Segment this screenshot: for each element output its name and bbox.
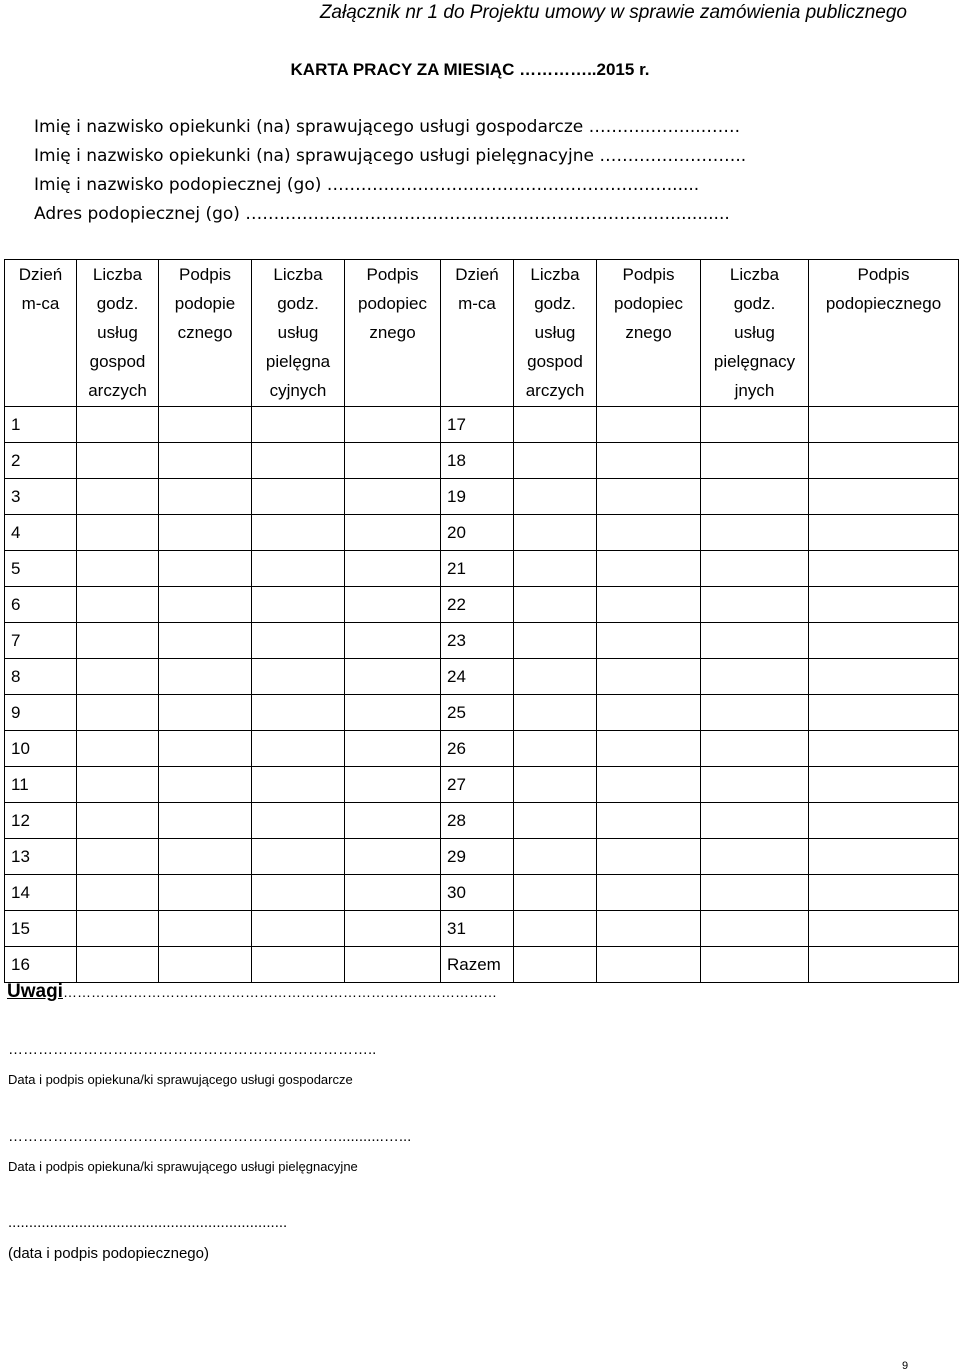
header-text-line: pielęgna [265, 352, 331, 371]
entry-cell [77, 803, 159, 839]
entry-cell [159, 947, 252, 983]
entry-cell [514, 659, 597, 695]
entry-cell [345, 875, 441, 911]
header-text-line: podopiecznego [825, 294, 942, 313]
entry-cell [514, 875, 597, 911]
day-cell-left: 9 [5, 695, 77, 731]
entry-cell [345, 587, 441, 623]
header-text-line: m-ca [21, 294, 60, 313]
header-text-line: Liczba [92, 265, 143, 284]
entry-cell [597, 911, 701, 947]
day-cell-left: 1 [5, 407, 77, 443]
table-header-row [5, 260, 959, 407]
day-cell-right: 26 [441, 731, 514, 767]
entry-cell [809, 587, 959, 623]
remarks-line [7, 981, 497, 1003]
entry-cell [809, 767, 959, 803]
header-text-line: Dzień [18, 265, 63, 284]
entry-cell [597, 695, 701, 731]
entry-cell [159, 767, 252, 803]
header-text-line: usług [277, 323, 319, 342]
day-cell-left: 15 [5, 911, 77, 947]
entry-cell [597, 479, 701, 515]
entry-cell [159, 407, 252, 443]
header-text-line: m-ca [458, 294, 496, 313]
entry-cell [252, 767, 345, 803]
entry-cell [252, 947, 345, 983]
entry-cell [345, 443, 441, 479]
entry-cell [597, 839, 701, 875]
day-cell-right: 24 [441, 659, 514, 695]
day-cell-left: 2 [5, 443, 77, 479]
entry-cell [345, 947, 441, 983]
header-text-line: godz. [534, 294, 576, 313]
day-cell-right: 21 [441, 551, 514, 587]
table-row [5, 947, 959, 983]
entry-cell [252, 443, 345, 479]
entry-cell [809, 839, 959, 875]
caregiver-nursing-line: Imię i nazwisko opiekunki (na) sprawującego usługi pielęgnacyjne …………………….. [34, 146, 747, 166]
day-cell-left: 11 [5, 767, 77, 803]
table-row [5, 659, 959, 695]
entry-cell [77, 875, 159, 911]
table-header-cell [5, 260, 77, 407]
header-text-line: znego [625, 323, 672, 342]
entry-cell [701, 803, 809, 839]
entry-cell [159, 911, 252, 947]
work-card-table [4, 259, 959, 983]
entry-cell [809, 623, 959, 659]
entry-cell [597, 407, 701, 443]
entry-cell [809, 947, 959, 983]
entry-cell [809, 515, 959, 551]
day-cell-right: 23 [441, 623, 514, 659]
header-text-line: godz. [96, 294, 139, 313]
table-row [5, 515, 959, 551]
entry-cell [514, 479, 597, 515]
entry-cell [77, 443, 159, 479]
day-cell-left: 12 [5, 803, 77, 839]
entry-cell [159, 623, 252, 659]
header-text-line: Liczba [530, 265, 580, 284]
signature-line-2: …………………………………………………………...........…... [8, 1128, 412, 1145]
entry-cell [345, 515, 441, 551]
day-cell-left: 14 [5, 875, 77, 911]
entry-cell [597, 803, 701, 839]
header-text-line: Liczba [273, 265, 323, 284]
header-text-line: podopiec [613, 294, 683, 313]
header-text-line: cznego [177, 323, 233, 342]
day-cell-left: 3 [5, 479, 77, 515]
table-row [5, 479, 959, 515]
table-row [5, 767, 959, 803]
header-text-line: Podpis [366, 265, 419, 284]
header-text-line: Liczba [729, 265, 780, 284]
entry-cell [597, 443, 701, 479]
header-text-line: arczych [88, 381, 147, 400]
entry-cell [809, 551, 959, 587]
header-text-line: Podpis [857, 265, 910, 284]
entry-cell [252, 623, 345, 659]
entry-cell [77, 515, 159, 551]
entry-cell [77, 767, 159, 803]
table-header-cell [77, 260, 159, 407]
entry-cell [514, 947, 597, 983]
entry-cell [809, 803, 959, 839]
entry-cell [809, 407, 959, 443]
header-text-line: godz. [277, 294, 319, 313]
entry-cell [252, 803, 345, 839]
remarks-label: Uwagi [7, 981, 63, 1002]
entry-cell [514, 911, 597, 947]
entry-cell [252, 875, 345, 911]
entry-cell [809, 911, 959, 947]
entry-cell [345, 659, 441, 695]
day-cell-right: 28 [441, 803, 514, 839]
entry-cell [701, 947, 809, 983]
header-text-line: znego [369, 323, 416, 342]
entry-cell [159, 479, 252, 515]
entry-cell [514, 443, 597, 479]
header-text-line: usług [97, 323, 138, 342]
entry-cell [701, 911, 809, 947]
entry-cell [159, 839, 252, 875]
table-row [5, 443, 959, 479]
signature-caption-nursing: Data i podpis opiekuna/ki sprawującego usługi pielęgnacyjne [8, 1159, 358, 1174]
table-row [5, 587, 959, 623]
entry-cell [514, 587, 597, 623]
entry-cell [345, 767, 441, 803]
day-cell-right: 27 [441, 767, 514, 803]
table-header-cell [514, 260, 597, 407]
entry-cell [77, 911, 159, 947]
entry-cell [514, 407, 597, 443]
table-header-cell [701, 260, 809, 407]
entry-cell [252, 587, 345, 623]
entry-cell [159, 803, 252, 839]
caregiver-household-line: Imię i nazwisko opiekunki (na) sprawującego usługi gospodarcze ………..……...……. [34, 117, 741, 137]
entry-cell [809, 695, 959, 731]
header-text-line: arczych [525, 381, 585, 400]
day-cell-left: 10 [5, 731, 77, 767]
entry-cell [701, 767, 809, 803]
entry-cell [597, 551, 701, 587]
entry-cell [345, 479, 441, 515]
entry-cell [597, 947, 701, 983]
entry-cell [597, 875, 701, 911]
header-text-line: podopie [174, 294, 236, 313]
day-cell-left: 5 [5, 551, 77, 587]
entry-cell [597, 731, 701, 767]
entry-cell [514, 551, 597, 587]
client-name-line: Imię i nazwisko podopiecznej (go) ……………………………………………………...... [34, 175, 700, 195]
entry-cell [77, 695, 159, 731]
table-header-cell [345, 260, 441, 407]
table-row [5, 731, 959, 767]
entry-cell [597, 767, 701, 803]
header-text-line: usług [534, 323, 576, 342]
entry-cell [514, 731, 597, 767]
client-address-line: Adres podopiecznej (go) ……………………………………………………………….….......... [34, 204, 730, 224]
header-text-line: usług [734, 323, 775, 342]
entry-cell [159, 695, 252, 731]
day-cell-right: Razem [441, 947, 514, 983]
entry-cell [159, 443, 252, 479]
table-row [5, 803, 959, 839]
entry-cell [252, 659, 345, 695]
entry-cell [597, 623, 701, 659]
signature-line-1: ……………………………………………………………….. [8, 1041, 377, 1058]
entry-cell [77, 587, 159, 623]
day-cell-right: 18 [441, 443, 514, 479]
entry-cell [345, 731, 441, 767]
entry-cell [159, 587, 252, 623]
entry-cell [597, 587, 701, 623]
entry-cell [701, 623, 809, 659]
entry-cell [701, 659, 809, 695]
day-cell-right: 30 [441, 875, 514, 911]
page-number: 9 [902, 1360, 909, 1372]
day-cell-right: 31 [441, 911, 514, 947]
entry-cell [77, 623, 159, 659]
entry-cell [77, 731, 159, 767]
table-row [5, 551, 959, 587]
day-cell-left: 13 [5, 839, 77, 875]
day-cell-right: 19 [441, 479, 514, 515]
table-header-cell [597, 260, 701, 407]
entry-cell [597, 515, 701, 551]
header-text-line: cyjnych [269, 381, 327, 400]
header-text-line: godz. [733, 294, 776, 313]
table-row [5, 407, 959, 443]
entry-cell [252, 839, 345, 875]
signature-line-3: ................................................................... [8, 1214, 288, 1231]
entry-cell [701, 515, 809, 551]
day-cell-left: 8 [5, 659, 77, 695]
day-cell-left: 7 [5, 623, 77, 659]
entry-cell [701, 875, 809, 911]
entry-cell [345, 803, 441, 839]
table-header-cell [252, 260, 345, 407]
day-cell-right: 17 [441, 407, 514, 443]
entry-cell [252, 695, 345, 731]
entry-cell [809, 443, 959, 479]
annex-note: Załącznik nr 1 do Projektu umowy w sprawie zamówienia publicznego [319, 2, 907, 23]
entry-cell [514, 695, 597, 731]
entry-cell [159, 515, 252, 551]
entry-cell [252, 551, 345, 587]
entry-cell [159, 875, 252, 911]
entry-cell [77, 407, 159, 443]
day-cell-right: 20 [441, 515, 514, 551]
entry-cell [514, 803, 597, 839]
entry-cell [701, 551, 809, 587]
entry-cell [701, 407, 809, 443]
entry-cell [252, 479, 345, 515]
entry-cell [809, 479, 959, 515]
entry-cell [514, 515, 597, 551]
header-text-line: Podpis [622, 265, 675, 284]
entry-cell [159, 731, 252, 767]
entry-cell [252, 407, 345, 443]
entry-cell [701, 731, 809, 767]
table-row [5, 875, 959, 911]
day-cell-right: 25 [441, 695, 514, 731]
header-text-line: Podpis [179, 265, 231, 284]
table-header-cell [159, 260, 252, 407]
entry-cell [701, 443, 809, 479]
entry-cell [809, 875, 959, 911]
remarks-dots: ………………………………………………………………………………… [62, 984, 497, 1000]
page-title: KARTA PRACY ZA MIESIĄC …………..2015 r. [290, 60, 650, 79]
table-header-cell [441, 260, 514, 407]
entry-cell [77, 659, 159, 695]
entry-cell [597, 659, 701, 695]
entry-cell [701, 587, 809, 623]
entry-cell [701, 479, 809, 515]
entry-cell [345, 623, 441, 659]
signature-caption-household: Data i podpis opiekuna/ki sprawującego usługi gospodarcze [8, 1072, 353, 1087]
entry-cell [345, 695, 441, 731]
table-header-cell [809, 260, 959, 407]
entry-cell [252, 731, 345, 767]
entry-cell [345, 407, 441, 443]
entry-cell [159, 551, 252, 587]
entry-cell [514, 767, 597, 803]
table-row [5, 839, 959, 875]
entry-cell [77, 551, 159, 587]
header-text-line: pielęgnacy [713, 352, 796, 371]
entry-cell [77, 947, 159, 983]
day-cell-right: 29 [441, 839, 514, 875]
header-text-line: Dzień [455, 265, 499, 284]
entry-cell [252, 911, 345, 947]
entry-cell [514, 623, 597, 659]
header-text-line: gospod [527, 352, 583, 371]
entry-cell [345, 911, 441, 947]
entry-cell [514, 839, 597, 875]
entry-cell [77, 839, 159, 875]
entry-cell [809, 731, 959, 767]
entry-cell [77, 479, 159, 515]
day-cell-left: 4 [5, 515, 77, 551]
day-cell-left: 6 [5, 587, 77, 623]
entry-cell [252, 515, 345, 551]
entry-cell [345, 839, 441, 875]
table-row [5, 695, 959, 731]
header-text-line: jnych [734, 381, 775, 400]
day-cell-left: 16 [5, 947, 77, 983]
entry-cell [345, 551, 441, 587]
header-text-line: gospod [89, 352, 146, 371]
entry-cell [701, 695, 809, 731]
entry-cell [701, 839, 809, 875]
signature-caption-client: (data i podpis podopiecznego) [8, 1245, 209, 1262]
entry-cell [809, 659, 959, 695]
entry-cell [159, 659, 252, 695]
header-text-line: podopiec [357, 294, 427, 313]
table-row [5, 911, 959, 947]
table-row [5, 623, 959, 659]
day-cell-right: 22 [441, 587, 514, 623]
